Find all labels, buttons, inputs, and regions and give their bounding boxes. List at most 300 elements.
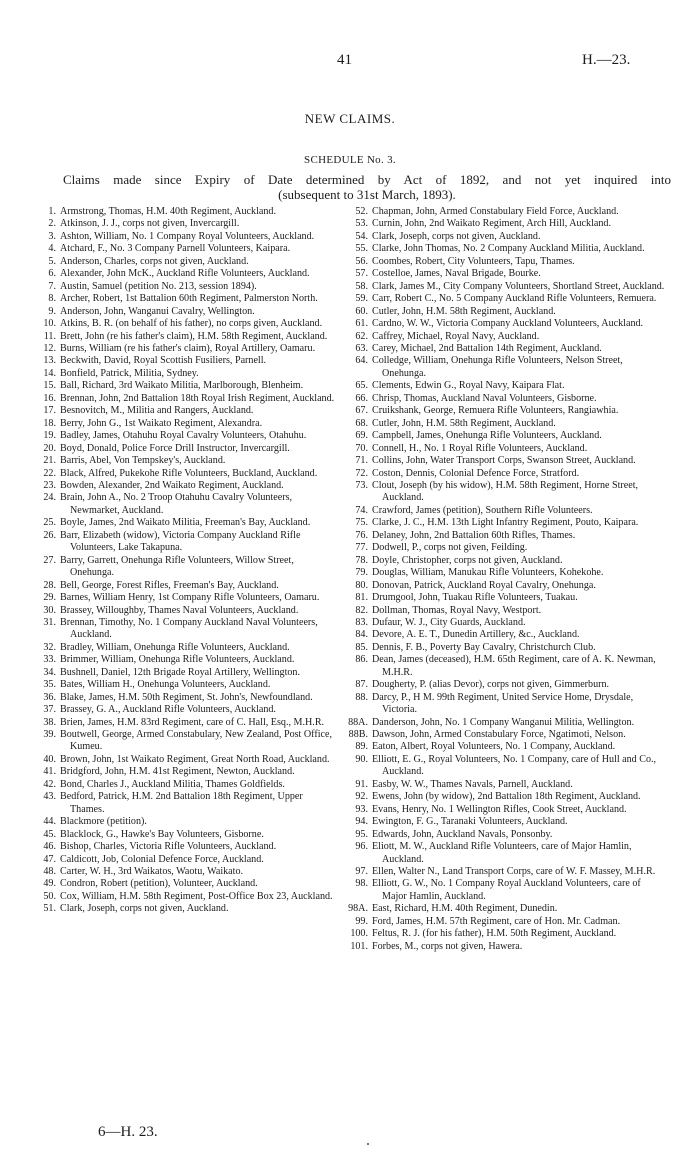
claim-number: 88. <box>355 691 368 703</box>
claim-text: Dawson, John, Armed Constabulary Force, Ngatimoti, Nelson. <box>372 729 626 741</box>
claim-text: Colledge, William, Onehunga Rifle Volunteers, Nelson Street, Onehunga. <box>372 355 623 379</box>
claim-item <box>40 779 336 791</box>
claim-text: Clout, Joseph (by his widow), H.M. 58th Regiment, Horne Street, Auckland. <box>372 479 639 504</box>
claim-item <box>348 729 666 741</box>
claim-text: Brien, James, H.M. 83rd Regiment, care of C. Hall, Esq., M.H.R. <box>60 716 325 728</box>
claim-number: 68. <box>355 417 368 429</box>
claim-number: 95. <box>355 828 368 840</box>
claim-text: Chrisp, Thomas, Auckland Naval Volunteers, Gisborne. <box>372 392 597 404</box>
claim-item <box>40 243 336 255</box>
claims-column-left <box>40 206 336 916</box>
claim-number: 2. <box>48 218 56 230</box>
claim-text: Brassey, Willoughby, Thames Naval Volunteers, Auckland. <box>60 604 299 616</box>
claim-number: 39. <box>43 729 56 741</box>
claim-number: 45. <box>43 828 56 840</box>
claim-item <box>348 779 666 791</box>
claim-text: Cox, William, H.M. 58th Regiment, Post-Office Box 23, Auckland. <box>60 890 333 902</box>
claim-item <box>348 555 666 567</box>
claim-text: Boyd, Donald, Police Force Drill Instructor, Invercargill. <box>60 442 290 454</box>
claim-number: 40. <box>43 753 56 765</box>
claim-text: Besnovitch, M., Militia and Rangers, Auckland. <box>60 405 254 417</box>
claim-item <box>40 592 336 604</box>
claim-item <box>40 903 336 915</box>
claim-text: Clark, Joseph, corps not given, Auckland. <box>60 903 229 915</box>
claim-number: 98. <box>355 878 368 890</box>
claim-item <box>348 816 666 828</box>
claim-text: Drumgool, John, Tuakau Rifle Volunteers, Tuakau. <box>372 592 578 604</box>
claim-item <box>40 405 336 417</box>
claim-text: Douglas, William, Manukau Rifle Volunteers, Kohekohe. <box>372 567 604 579</box>
claim-item <box>348 331 666 343</box>
claim-item <box>348 791 666 803</box>
claim-number: 26. <box>43 529 56 541</box>
claim-item <box>40 331 336 343</box>
claim-number: 67. <box>355 405 368 417</box>
claim-text: Brain, John A., No. 2 Troop Otahuhu Cavalry Volunteers, Newmarket, Auckland. <box>60 492 293 516</box>
claim-number: 35. <box>43 679 56 691</box>
claim-item <box>40 667 336 679</box>
claim-number: 51. <box>43 903 56 915</box>
claim-number: 22. <box>43 467 56 479</box>
claim-number: 20. <box>43 442 56 454</box>
claim-text: Bradley, William, Onehunga Rifle Volunteers, Auckland. <box>60 641 290 653</box>
claim-text: Caffrey, Michael, Royal Navy, Auckland. <box>372 330 540 342</box>
claim-text: Blackmore (petition). <box>60 816 147 828</box>
claim-text: Dufaur, W. J., City Guards, Auckland. <box>372 616 526 628</box>
claim-number: 86. <box>355 654 368 666</box>
claim-text: Donovan, Patrick, Auckland Royal Cavalry, Onehunga. <box>372 579 596 591</box>
claim-item <box>348 343 666 355</box>
claim-item <box>348 829 666 841</box>
claim-number: 27. <box>43 554 56 566</box>
claim-item <box>40 343 336 355</box>
claim-number: 58. <box>355 280 368 292</box>
claim-text: Darcy, P., H M. 99th Regiment, United Service Home, Drysdale, Victoria. <box>372 691 634 716</box>
claims-column-right <box>348 206 666 953</box>
claim-item <box>348 866 666 878</box>
claim-number: 59. <box>355 293 368 305</box>
claim-number: 70. <box>355 442 368 454</box>
claim-text: Bedford, Patrick, H.M. 2nd Battalion 18th Regiment, Upper Thames. <box>60 791 303 815</box>
claims-list-left <box>40 206 336 916</box>
claim-number: 33. <box>43 654 56 666</box>
claim-number: 12. <box>43 342 56 354</box>
claim-item <box>348 878 666 903</box>
claim-number: 88B. <box>348 729 368 741</box>
claim-item <box>40 293 336 305</box>
page-number: 41 <box>337 52 352 68</box>
claim-item <box>348 717 666 729</box>
claim-number: 3. <box>48 230 56 242</box>
claim-text: Bowden, Alexander, 2nd Waikato Regiment, Auckland. <box>60 479 284 491</box>
claim-number: 17. <box>43 405 56 417</box>
claim-text: Evans, Henry, No. 1 Wellington Rifles, Cook Street, Auckland. <box>372 803 627 815</box>
claim-text: Austin, Samuel (petition No. 213, session 1894). <box>60 280 257 292</box>
claim-item <box>348 679 666 691</box>
claim-number: 47. <box>43 853 56 865</box>
claim-number: 83. <box>355 616 368 628</box>
claim-item <box>40 306 336 318</box>
claim-text: Armstrong, Thomas, H.M. 40th Regiment, Auckland. <box>60 206 276 217</box>
claim-number: 90. <box>355 753 368 765</box>
claim-number: 88A. <box>348 716 368 728</box>
claim-item <box>40 530 336 555</box>
claim-number: 93. <box>355 803 368 815</box>
claim-text: Brimmer, William, Onehunga Rifle Volunteers, Auckland. <box>60 654 295 666</box>
claim-number: 5. <box>48 255 56 267</box>
claim-item <box>40 754 336 766</box>
claim-item <box>348 480 666 505</box>
claim-item <box>40 854 336 866</box>
schedule-heading: SCHEDULE No. 3. <box>304 154 396 166</box>
claim-text: Barr, Elizabeth (widow), Victoria Company Auckland Rifle Volunteers, Lake Takapuna. <box>60 529 301 554</box>
claim-number: 32. <box>43 641 56 653</box>
claim-item <box>348 941 666 953</box>
claim-item <box>40 455 336 467</box>
claim-number: 98A. <box>348 903 368 915</box>
claim-text: Condron, Robert (petition), Volunteer, Auckland. <box>60 878 258 890</box>
claim-text: Brett, John (re his father's claim), H.M. 58th Regiment, Auckland. <box>60 330 328 342</box>
claim-item <box>40 891 336 903</box>
claim-item <box>348 243 666 255</box>
claim-number: 4. <box>48 243 56 255</box>
claim-item <box>40 380 336 392</box>
claim-text: Clarke, John Thomas, No. 2 Company Auckland Militia, Auckland. <box>372 243 645 255</box>
claim-text: Eaton, Albert, Royal Volunteers, No. 1 Company, Auckland. <box>372 741 616 753</box>
claim-number: 48. <box>43 866 56 878</box>
claim-text: Badley, James, Otahuhu Royal Cavalry Volunteers, Otahuhu. <box>60 430 307 442</box>
claim-item <box>40 355 336 367</box>
claim-number: 42. <box>43 778 56 790</box>
claim-text: Delaney, John, 2nd Battalion 60th Rifles, Thames. <box>372 529 576 541</box>
claim-text: Clark, James M., City Company Volunteers, Shortland Street, Auckland. <box>372 280 665 292</box>
claim-item <box>348 218 666 230</box>
claim-item <box>40 517 336 529</box>
claim-item <box>348 754 666 779</box>
claim-number: 18. <box>43 417 56 429</box>
claim-text: Brown, John, 1st Waikato Regiment, Great North Road, Auckland. <box>60 753 330 765</box>
claim-number: 25. <box>43 517 56 529</box>
claim-item <box>40 878 336 890</box>
claim-item <box>40 268 336 280</box>
claim-text: Caldicott, Job, Colonial Defence Force, Auckland. <box>60 853 264 865</box>
claim-number: 80. <box>355 579 368 591</box>
claim-item <box>348 468 666 480</box>
claim-text: Edwards, John, Auckland Navals, Ponsonby. <box>372 828 553 840</box>
claim-number: 50. <box>43 890 56 902</box>
claim-text: Bridgford, John, H.M. 41st Regiment, Newton, Auckland. <box>60 766 295 778</box>
claim-item <box>348 443 666 455</box>
claim-item <box>40 679 336 691</box>
claim-number: 99. <box>355 915 368 927</box>
claim-text: Blake, James, H.M. 50th Regiment, St. John's, Newfoundland. <box>60 691 313 703</box>
claim-text: Cutler, John, H.M. 58th Regiment, Auckland. <box>372 417 556 429</box>
claim-text: Crawford, James (petition), Southern Rifle Volunteers. <box>372 504 593 516</box>
claim-item <box>40 418 336 430</box>
claim-text: Coombes, Robert, City Volunteers, Tapu, Thames. <box>372 255 575 267</box>
claim-number: 30. <box>43 604 56 616</box>
claim-text: Carter, W. H., 3rd Waikatos, Waotu, Waikato. <box>60 866 244 878</box>
claim-item <box>348 654 666 679</box>
claim-text: Connell, H., No. 1 Royal Rifle Volunteers, Auckland. <box>372 442 588 454</box>
claim-item <box>348 418 666 430</box>
claim-text: East, Richard, H.M. 40th Regiment, Dunedin. <box>372 903 558 915</box>
claim-item <box>348 455 666 467</box>
intro-paragraph <box>63 172 671 202</box>
claim-number: 91. <box>355 778 368 790</box>
claim-number: 54. <box>355 230 368 242</box>
claim-number: 64. <box>355 355 368 367</box>
claim-item <box>348 642 666 654</box>
intro-line-1: Claims made since Expiry of Date determined by Act of 1892, and not yet inquired into <box>63 172 671 187</box>
claim-text: Coston, Dennis, Colonial Defence Force, Stratford. <box>372 467 580 479</box>
claim-number: 52. <box>355 206 368 217</box>
claim-number: 74. <box>355 504 368 516</box>
claim-text: Beckwith, David, Royal Scottish Fusiliers, Parnell. <box>60 355 267 367</box>
claim-number: 14. <box>43 367 56 379</box>
claim-item <box>348 293 666 305</box>
claim-number: 97. <box>355 866 368 878</box>
page-signature: 6—H. 23. <box>98 1124 158 1140</box>
claim-item <box>348 567 666 579</box>
claim-number: 82. <box>355 604 368 616</box>
claim-number: 96. <box>355 841 368 853</box>
claim-item <box>348 605 666 617</box>
claim-number: 31. <box>43 616 56 628</box>
claim-item <box>40 443 336 455</box>
claim-item <box>348 629 666 641</box>
claim-text: Dennis, F. B., Poverty Bay Cavalry, Christchurch Club. <box>372 641 596 653</box>
claim-item <box>40 717 336 729</box>
claim-text: Bushnell, Daniel, 12th Brigade Royal Artillery, Wellington. <box>60 666 301 678</box>
claim-text: Ewens, John (by widow), 2nd Battalion 18th Regiment, Auckland. <box>372 791 641 803</box>
claim-text: Cardno, W. W., Victoria Company Auckland Volunteers, Auckland. <box>372 318 644 330</box>
claim-text: Chapman, John, Armed Constabulary Field Force, Auckland. <box>372 206 619 217</box>
claim-item <box>348 841 666 866</box>
claim-text: Danderson, John, No. 1 Company Wanganui Militia, Wellington. <box>372 716 635 728</box>
claim-item <box>40 468 336 480</box>
claim-item <box>348 580 666 592</box>
claim-item <box>40 430 336 442</box>
document-code: H.—23. <box>582 52 631 68</box>
claim-number: 38. <box>43 716 56 728</box>
claim-text: Ford, James, H.M. 57th Regiment, care of Hon. Mr. Cadman. <box>372 915 621 927</box>
claim-item <box>348 405 666 417</box>
claim-text: Brennan, John, 2nd Battalion 18th Royal Irish Regiment, Auckland. <box>60 392 335 404</box>
claim-item <box>348 617 666 629</box>
claim-item <box>40 841 336 853</box>
claim-item <box>348 741 666 753</box>
claim-text: Eliott, M. W., Auckland Rifle Volunteers, care of Major Hamlin, Auckland. <box>372 841 632 865</box>
claim-item <box>348 256 666 268</box>
claim-item <box>40 231 336 243</box>
claim-text: Ball, Richard, 3rd Waikato Militia, Marlborough, Blenheim. <box>60 380 304 392</box>
claim-number: 49. <box>43 878 56 890</box>
claim-number: 79. <box>355 567 368 579</box>
claim-text: Bond, Charles J., Auckland Militia, Thames Goldfields. <box>60 778 285 790</box>
claim-item <box>40 704 336 716</box>
claim-item <box>40 318 336 330</box>
claim-text: Bishop, Charles, Victoria Rifle Volunteers, Auckland. <box>60 841 277 853</box>
claim-text: Barris, Abel, Von Tempskey's, Auckland. <box>60 455 226 467</box>
claim-number: 16. <box>43 392 56 404</box>
claim-item <box>348 505 666 517</box>
claim-text: Atkins, B. R. (on behalf of his father), no corps given, Auckland. <box>60 318 323 330</box>
claim-number: 75. <box>355 517 368 529</box>
intro-line-2: (subsequent to 31st March, 1893). <box>278 187 456 202</box>
claims-list-right <box>348 206 666 953</box>
claim-item <box>348 592 666 604</box>
claim-number: 63. <box>355 342 368 354</box>
claim-item <box>348 206 666 218</box>
claim-item <box>40 605 336 617</box>
claim-item <box>40 866 336 878</box>
claim-text: Curnin, John, 2nd Waikato Regiment, Arch Hill, Auckland. <box>372 218 611 230</box>
claim-item <box>40 642 336 654</box>
claim-number: 101. <box>350 940 368 952</box>
claim-number: 13. <box>43 355 56 367</box>
claim-item <box>348 231 666 243</box>
claim-number: 24. <box>43 492 56 504</box>
claim-text: Barry, Garrett, Onehunga Rifle Volunteers, Willow Street, Onehunga. <box>60 554 294 579</box>
claim-item <box>40 654 336 666</box>
claim-item <box>40 816 336 828</box>
claim-text: Ashton, William, No. 1 Company Royal Volunteers, Auckland. <box>60 230 315 242</box>
claim-text: Black, Alfred, Pukekohe Rifle Volunteers, Buckland, Auckland. <box>60 467 318 479</box>
claim-item <box>348 380 666 392</box>
claim-text: Feltus, R. J. (for his father), H.M. 50th Regiment, Auckland. <box>372 928 617 940</box>
claim-item <box>348 804 666 816</box>
claim-text: Brennan, Timothy, No. 1 Company Auckland Naval Volunteers, Auckland. <box>60 616 318 641</box>
claim-text: Clements, Edwin G., Royal Navy, Kaipara Flat. <box>372 380 565 392</box>
claim-number: 41. <box>43 766 56 778</box>
claim-item <box>40 393 336 405</box>
claim-number: 92. <box>355 791 368 803</box>
claim-number: 85. <box>355 641 368 653</box>
claim-text: Elliott, G. W., No. 1 Company Royal Auckland Volunteers, care of Major Hamlin, Auckland. <box>372 878 641 902</box>
claim-item <box>348 692 666 717</box>
claim-text: Dean, James (deceased), H.M. 65th Regiment, care of A. K. Newman, M.H.R. <box>372 654 656 678</box>
claim-number: 46. <box>43 841 56 853</box>
claim-item <box>348 517 666 529</box>
claim-text: Boyle, James, 2nd Waikato Militia, Freeman's Bay, Auckland. <box>60 517 311 529</box>
claim-text: Forbes, M., corps not given, Hawera. <box>372 940 523 952</box>
claim-text: Costelloe, James, Naval Brigade, Bourke. <box>372 268 541 280</box>
claim-number: 1. <box>48 206 56 217</box>
claim-text: Devore, A. E. T., Dunedin Artillery, &c., Auckland. <box>372 629 580 641</box>
claim-item <box>348 530 666 542</box>
claim-text: Berry, John G., 1st Waikato Regiment, Alexandra. <box>60 417 263 429</box>
claim-item <box>40 555 336 580</box>
claim-text: Dougherty, P. (alias Devor), corps not given, Gimmerburn. <box>372 679 610 691</box>
claim-text: Blacklock, G., Hawke's Bay Volunteers, Gisborne. <box>60 828 264 840</box>
claim-text: Collins, John, Water Transport Corps, Swanson Street, Auckland. <box>372 455 636 467</box>
claim-text: Archer, Robert, 1st Battalion 60th Regiment, Palmerston North. <box>60 293 318 305</box>
page-title: NEW CLAIMS. <box>304 111 396 126</box>
claim-text: Bonfield, Patrick, Militia, Sydney. <box>60 367 199 379</box>
claim-item <box>40 281 336 293</box>
claim-item <box>40 256 336 268</box>
claim-text: Bell, George, Forest Rifles, Freeman's Bay, Auckland. <box>60 579 279 591</box>
claim-number: 7. <box>48 280 56 292</box>
claim-number: 23. <box>43 479 56 491</box>
claim-number: 21. <box>43 455 56 467</box>
claim-number: 37. <box>43 704 56 716</box>
claim-number: 87. <box>355 679 368 691</box>
claim-number: 71. <box>355 455 368 467</box>
claim-text: Barnes, William Henry, 1st Company Rifle Volunteers, Oamaru. <box>60 592 320 604</box>
claim-item <box>348 281 666 293</box>
claim-item <box>348 318 666 330</box>
claim-text: Carr, Robert C., No. 5 Company Auckland Rifle Volunteers, Remuera. <box>372 293 657 305</box>
claim-item <box>40 829 336 841</box>
claim-item <box>40 206 336 218</box>
claim-number: 9. <box>48 305 56 317</box>
claim-number: 81. <box>355 592 368 604</box>
claim-text: Brassey, G. A., Auckland Rifle Volunteers, Auckland. <box>60 704 276 716</box>
claim-number: 11. <box>43 330 56 342</box>
claim-text: Atkinson, J. J., corps not given, Invercargill. <box>60 218 240 230</box>
claim-item <box>348 430 666 442</box>
claim-text: Elliott, E. G., Royal Volunteers, No. 1 Company, care of Hull and Co., Auckland. <box>372 753 657 778</box>
claim-number: 66. <box>355 392 368 404</box>
claim-number: 44. <box>43 816 56 828</box>
claim-number: 89. <box>355 741 368 753</box>
printer-dot <box>367 1143 369 1145</box>
claim-number: 15. <box>43 380 56 392</box>
claim-number: 61. <box>355 318 368 330</box>
claim-item <box>348 306 666 318</box>
claim-number: 65. <box>355 380 368 392</box>
claim-text: Dodwell, P., corps not given, Feilding. <box>372 542 528 554</box>
claim-item <box>40 617 336 642</box>
claim-number: 60. <box>355 305 368 317</box>
claim-item <box>40 791 336 816</box>
claim-item <box>40 368 336 380</box>
claim-number: 62. <box>355 330 368 342</box>
claim-number: 84. <box>355 629 368 641</box>
claim-item <box>40 766 336 778</box>
claim-number: 77. <box>355 542 368 554</box>
claim-item <box>40 729 336 754</box>
claim-item <box>348 268 666 280</box>
claim-item <box>40 218 336 230</box>
claim-text: Cruikshank, George, Remuera Rifle Volunteers, Rangiawhia. <box>372 405 619 417</box>
claim-item <box>348 903 666 915</box>
claim-text: Campbell, James, Onehunga Rifle Volunteers, Auckland. <box>372 430 602 442</box>
claim-number: 72. <box>355 467 368 479</box>
claim-number: 56. <box>355 255 368 267</box>
claim-number: 34. <box>43 666 56 678</box>
claim-number: 94. <box>355 816 368 828</box>
claim-text: Clark, Joseph, corps not given, Auckland. <box>372 230 541 242</box>
claim-number: 10. <box>43 318 56 330</box>
claim-text: Clarke, J. C., H.M. 13th Light Infantry Regiment, Pouto, Kaipara. <box>372 517 639 529</box>
claim-number: 69. <box>355 430 368 442</box>
claim-item <box>348 393 666 405</box>
claim-text: Anderson, John, Wanganui Cavalry, Wellington. <box>60 305 255 317</box>
claim-item <box>348 355 666 380</box>
claim-text: Bates, William H., Onehunga Volunteers, Auckland. <box>60 679 271 691</box>
claim-number: 36. <box>43 691 56 703</box>
claim-text: Carey, Michael, 2nd Battalion 14th Regiment, Auckland. <box>372 342 602 354</box>
claim-item <box>40 580 336 592</box>
claim-number: 76. <box>355 529 368 541</box>
claim-number: 43. <box>43 791 56 803</box>
claim-number: 8. <box>48 293 56 305</box>
claim-item <box>40 480 336 492</box>
claim-item <box>348 928 666 940</box>
